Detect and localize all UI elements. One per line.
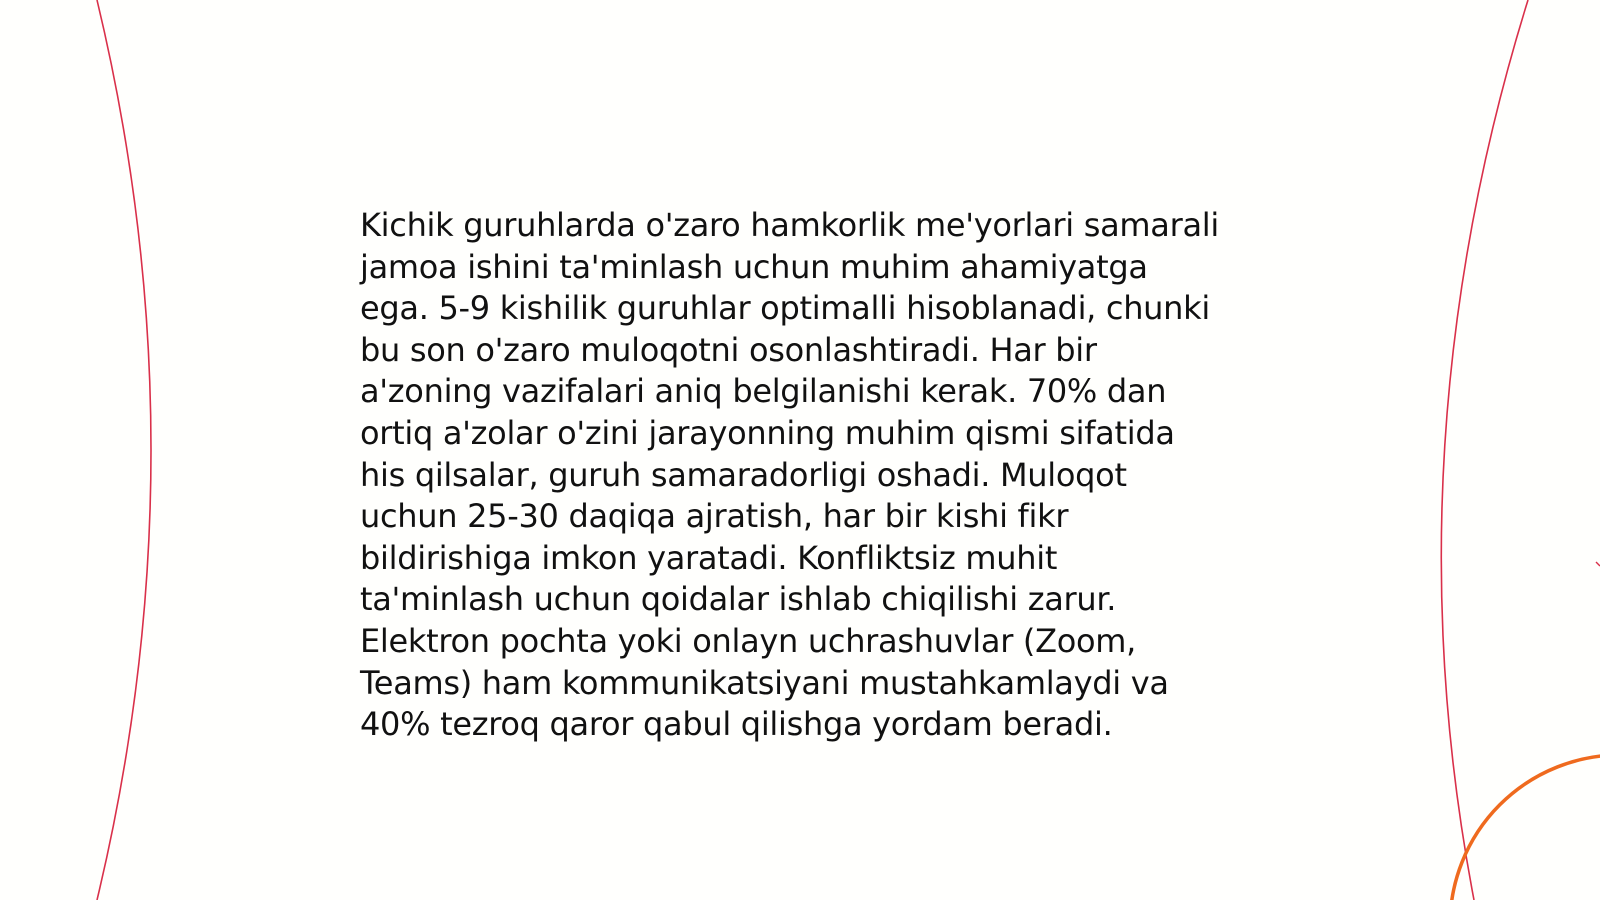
right-edge-mark xyxy=(1596,562,1600,566)
right-curve-decoration xyxy=(1441,0,1528,900)
left-curve-decoration xyxy=(97,0,151,900)
slide-body-text: Kichik guruhlarda o'zaro hamkorlik me'yorlari samarali jamoa ishini ta'minlash uchun muhim ahamiyatga ega. 5-9 kishilik guruhlar optimalli hisoblanadi, chunki bu son o'zaro muloqotni osonlashtiradi. Har bir a'zoning vazifalari aniq belgilanishi kerak. 70% dan ortiq a'zolar o'zini jarayonning muhim qismi sifatida his qilsalar, guruh samaradorligi oshadi. Muloqot uchun 25-30 daqiqa ajratish, har bir kishi fikr bildirishiga imkon yaratadi. Konfliktsiz muhit ta'minlash uchun qoidalar ishlab chiqilishi zarur. Elektron pochta yoki onlayn uchrashuvlar (Zoom, Teams) ham kommunikatsiyani mustahkamlaydi va 40% tezroq qaror qabul qilishga yordam beradi. xyxy=(360,206,1219,744)
orange-circle-decoration xyxy=(1450,755,1600,900)
